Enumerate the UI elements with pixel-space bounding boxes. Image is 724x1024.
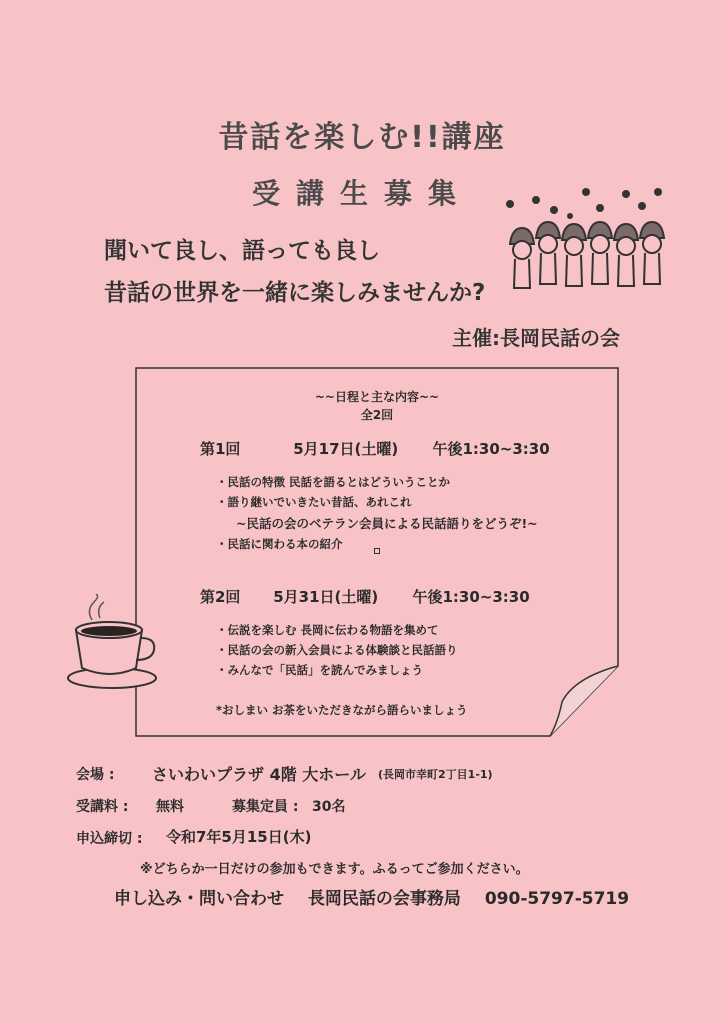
session2-item: ・民話の会の新入会員による体験談と民話語り — [216, 643, 458, 657]
contact-line — [114, 884, 647, 909]
fee-value: 無料 — [156, 799, 184, 815]
catchphrase-line1: 聞いて良し、語っても良し — [104, 238, 380, 264]
contact-label: 申し込み・問い合わせ — [114, 889, 284, 909]
session1-item: ・語り継いでいきたい昔話、あれこれ — [216, 495, 412, 509]
fee-label: 受講料 : — [76, 799, 129, 815]
contact-phone: 090-5797-5719 — [484, 889, 630, 909]
venue-label: 会場 : — [76, 767, 115, 783]
session1-item: ・民話の特徴 民話を語るとはどういうことか — [216, 475, 451, 489]
coffee-cup-illustration — [62, 594, 162, 696]
closing-note: *おしまい お茶をいただきながら語らいましょう — [216, 703, 468, 717]
session2-item: ・伝説を楽しむ 長岡に伝わる物語を集めて — [216, 623, 439, 637]
venue-address: (長岡市幸町2丁目1-1) — [378, 768, 493, 781]
session2-date: 5月31日(土曜) — [273, 588, 379, 606]
session2-item: ・みんなで「民話」を読んでみましょう — [216, 663, 423, 677]
session2-time: 午後1:30~3:30 — [412, 588, 530, 606]
session1-date: 5月17日(土曜) — [293, 440, 399, 458]
capacity-label: 募集定員 : — [232, 799, 299, 815]
page-subtitle: 受講生募集 — [251, 177, 472, 210]
singers-illustration — [496, 180, 674, 296]
participation-note: ※どちらか一日だけの参加もできます。ふるってご参加ください。 — [140, 862, 529, 877]
schedule-heading: ~~日程と主な内容~~ — [314, 390, 440, 404]
capacity-value: 30名 — [312, 799, 346, 815]
session2-header — [200, 586, 530, 607]
page-title: 昔話を楽しむ!!講座 — [218, 120, 506, 155]
session1-item: ~民話の会のベテラン会員による民話語りをどうぞ!~ — [236, 516, 538, 531]
small-square-mark — [374, 548, 380, 554]
deadline-label: 申込締切 : — [76, 831, 143, 847]
session1-item: ・民話に関わる本の紹介 — [216, 537, 343, 551]
session1-label: 第1回 — [200, 440, 241, 458]
organizer: 主催:長岡民話の会 — [452, 326, 620, 350]
catchphrase-line2: 昔話の世界を一緒に楽しみませんか? — [104, 280, 486, 306]
session1-header — [200, 438, 550, 459]
schedule-box — [134, 366, 620, 738]
session2-label: 第2回 — [200, 588, 241, 606]
venue-name: さいわいプラザ 4階 大ホール — [152, 765, 366, 784]
session1-time: 午後1:30~3:30 — [432, 440, 550, 458]
contact-office: 長岡民話の会事務局 — [307, 889, 461, 909]
schedule-total: 全2回 — [360, 408, 394, 422]
deadline-value: 令和7年5月15日(木) — [166, 828, 312, 846]
